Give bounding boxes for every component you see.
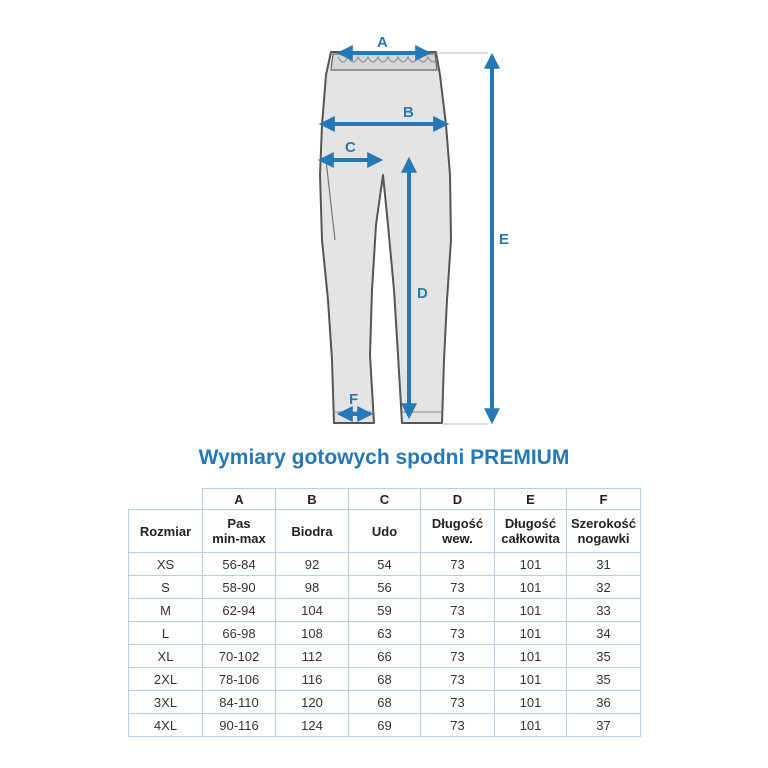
dimension-e-label: E — [499, 231, 510, 248]
cell-c: 68 — [349, 668, 421, 691]
cell-e: 101 — [495, 622, 567, 645]
cell-size: L — [129, 622, 203, 645]
cell-b: 124 — [276, 714, 349, 737]
size-table — [128, 488, 641, 737]
header-c — [349, 510, 421, 553]
cell-b: 108 — [276, 622, 349, 645]
cell-a: 90-116 — [203, 714, 276, 737]
cell-f: 32 — [567, 576, 641, 599]
cell-size: S — [129, 576, 203, 599]
header-d-line1: Długość — [431, 516, 484, 531]
cell-a: 78-106 — [203, 668, 276, 691]
cell-e: 101 — [495, 714, 567, 737]
cell-b: 120 — [276, 691, 349, 714]
table-row — [129, 599, 641, 622]
cell-c: 66 — [349, 645, 421, 668]
cell-f: 35 — [567, 645, 641, 668]
letter-b: B — [276, 489, 349, 510]
table-row — [129, 714, 641, 737]
cell-size: 2XL — [129, 668, 203, 691]
cell-a: 56-84 — [203, 553, 276, 576]
pants-drawing — [320, 52, 451, 423]
cell-e: 101 — [495, 553, 567, 576]
table-row — [129, 553, 641, 576]
cell-f: 35 — [567, 668, 641, 691]
cell-f: 34 — [567, 622, 641, 645]
dimension-a-label: A — [377, 34, 388, 51]
cell-b: 98 — [276, 576, 349, 599]
header-d-line2: wew. — [442, 531, 473, 546]
cell-d: 73 — [421, 622, 495, 645]
cell-f: 33 — [567, 599, 641, 622]
cell-e: 101 — [495, 668, 567, 691]
cell-d: 73 — [421, 691, 495, 714]
header-f-line1: Szerokość — [570, 516, 637, 531]
table-row — [129, 691, 641, 714]
cell-f: 36 — [567, 691, 641, 714]
dimension-f-label: F — [349, 391, 359, 408]
cell-b: 104 — [276, 599, 349, 622]
dimension-e — [492, 56, 509, 421]
table-row — [129, 668, 641, 691]
cell-a: 62-94 — [203, 599, 276, 622]
letter-header-row — [129, 489, 641, 510]
cell-d: 73 — [421, 714, 495, 737]
header-f-line2: nogawki — [577, 531, 630, 546]
chart-title: Wymiary gotowych spodni PREMIUM — [198, 446, 570, 469]
header-e-line1: Długość — [504, 516, 557, 531]
cell-d: 73 — [421, 645, 495, 668]
cell-size: XS — [129, 553, 203, 576]
header-a-line1: Pas — [227, 516, 251, 531]
header-a-line2: min-max — [212, 531, 266, 546]
letter-e: E — [495, 489, 567, 510]
column-header-row — [129, 510, 641, 553]
letter-f: F — [567, 489, 641, 510]
header-a — [203, 510, 276, 553]
cell-f: 37 — [567, 714, 641, 737]
cell-e: 101 — [495, 576, 567, 599]
cell-a: 66-98 — [203, 622, 276, 645]
cell-d: 73 — [421, 668, 495, 691]
cell-c: 59 — [349, 599, 421, 622]
cell-size: XL — [129, 645, 203, 668]
cell-b: 116 — [276, 668, 349, 691]
table-row — [129, 645, 641, 668]
header-d — [421, 510, 495, 553]
cell-c: 63 — [349, 622, 421, 645]
cell-c: 56 — [349, 576, 421, 599]
size-rows — [129, 553, 641, 737]
dimension-c-label: C — [345, 139, 356, 156]
dimension-b-label: B — [403, 104, 414, 121]
cell-a: 84-110 — [203, 691, 276, 714]
cell-d: 73 — [421, 553, 495, 576]
dimension-d-label: D — [417, 285, 428, 302]
header-b — [276, 510, 349, 553]
dimension-a — [340, 34, 428, 53]
cell-a: 58-90 — [203, 576, 276, 599]
cell-e: 101 — [495, 599, 567, 622]
cell-size: 4XL — [129, 714, 203, 737]
header-b-line1: Biodra — [291, 523, 333, 539]
cell-e: 101 — [495, 691, 567, 714]
letter-d: D — [421, 489, 495, 510]
letter-c: C — [349, 489, 421, 510]
cell-d: 73 — [421, 599, 495, 622]
letter-a: A — [203, 489, 276, 510]
header-e — [495, 510, 567, 553]
cell-e: 101 — [495, 645, 567, 668]
cell-b: 112 — [276, 645, 349, 668]
header-size: Rozmiar — [129, 510, 203, 553]
header-e-line2: całkowita — [501, 531, 560, 546]
table-row — [129, 576, 641, 599]
cell-size: 3XL — [129, 691, 203, 714]
cell-d: 73 — [421, 576, 495, 599]
cell-c: 54 — [349, 553, 421, 576]
cell-c: 68 — [349, 691, 421, 714]
cell-size: M — [129, 599, 203, 622]
header-c-line1: Udo — [371, 523, 398, 539]
cell-b: 92 — [276, 553, 349, 576]
cell-a: 70-102 — [203, 645, 276, 668]
blank-cell — [129, 489, 203, 510]
table-row — [129, 622, 641, 645]
cell-c: 69 — [349, 714, 421, 737]
cell-f: 31 — [567, 553, 641, 576]
header-f — [567, 510, 641, 553]
